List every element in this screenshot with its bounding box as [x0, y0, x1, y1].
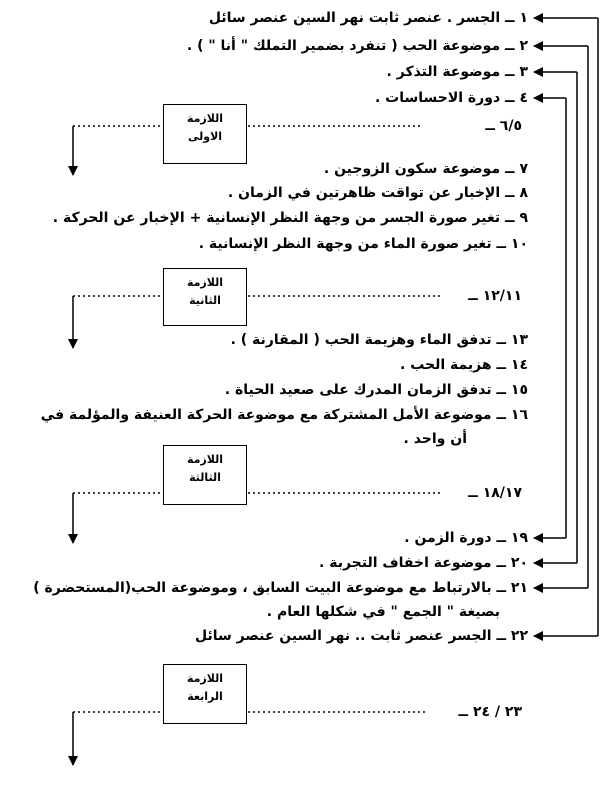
item-22: ٢٢ ــ الجسر عنصر ثابت .. نهر السين عنصر سائل — [194, 628, 528, 644]
item-9: ٩ ــ تغير صورة الجسر من وجهة النظر الإنسانية + الإخبار عن الحركة . — [52, 210, 528, 226]
refrain-4-label: ٢٣ / ٢٤ ــ — [458, 704, 522, 720]
item-16-continuation: أن واحد . — [403, 431, 467, 447]
refrain-1-box — [163, 104, 247, 164]
item-13: ١٣ ــ تدفق الماء وهزيمة الحب ( المقارنة ) . — [230, 332, 528, 348]
refrain-4-box-line-1: اللازمة — [186, 672, 224, 685]
item-15: ١٥ ــ تدفق الزمان المدرك على صعيد الحياة . — [224, 382, 528, 398]
refrain-3-label: ١٨/١٧ ــ — [468, 485, 522, 501]
refrain-4-box — [163, 664, 247, 724]
refrain-2-box — [163, 268, 247, 326]
item-19: ١٩ ــ دورة الزمن . — [404, 530, 528, 546]
refrain-1-box-line-2: الاولى — [187, 130, 223, 143]
item-20: ٢٠ ــ موضوعة اخفاف التجربة . — [319, 555, 528, 571]
refrain-1-label: ٦/٥ ــ — [485, 118, 522, 134]
item-4: ٤ ــ دورة الاحساسات . — [374, 90, 528, 106]
refrain-2-label: ١٢/١١ ــ — [468, 288, 522, 304]
item-21-continuation: بصيغة " الجمع " في شكلها العام . — [266, 604, 500, 620]
refrain-3-box-line-2: الثالثة — [189, 471, 221, 484]
item-2: ٢ ــ موضوعة الحب ( تنفرد بضمير التملك " أنا " ) . — [186, 38, 528, 54]
item-3: ٣ ــ موضوعة التذكر . — [386, 64, 528, 80]
refrain-2-box-line-2: الثانية — [189, 294, 221, 307]
item-16: ١٦ ــ موضوعة الأمل المشتركة مع موضوعة الحركة العنيفة والمؤلمة في — [40, 407, 528, 423]
item-14: ١٤ ــ هزيمة الحب . — [400, 357, 528, 373]
item-8: ٨ ــ الإخبار عن تواقت ظاهرتين في الزمان . — [227, 185, 528, 201]
refrain-3-box — [163, 445, 247, 505]
item-10: ١٠ ــ تغير صورة الماء من وجهة النظر الإنسانية . — [198, 236, 528, 252]
refrain-2-box-line-1: اللازمة — [186, 276, 224, 289]
refrain-3-box-line-1: اللازمة — [186, 453, 224, 466]
refrain-4-box-line-2: الرابعة — [187, 690, 223, 703]
item-21: ٢١ ــ بالارتباط مع موضوعة البيت السابق ، وموضوعة الحب(المستحضرة ) — [33, 580, 528, 596]
item-7: ٧ ــ موضوعة سكون الزوجين . — [323, 161, 528, 177]
item-1: ١ ــ الجسر . عنصر ثابت نهر السين عنصر سائل — [208, 10, 528, 26]
refrain-1-box-line-1: اللازمة — [186, 112, 224, 125]
